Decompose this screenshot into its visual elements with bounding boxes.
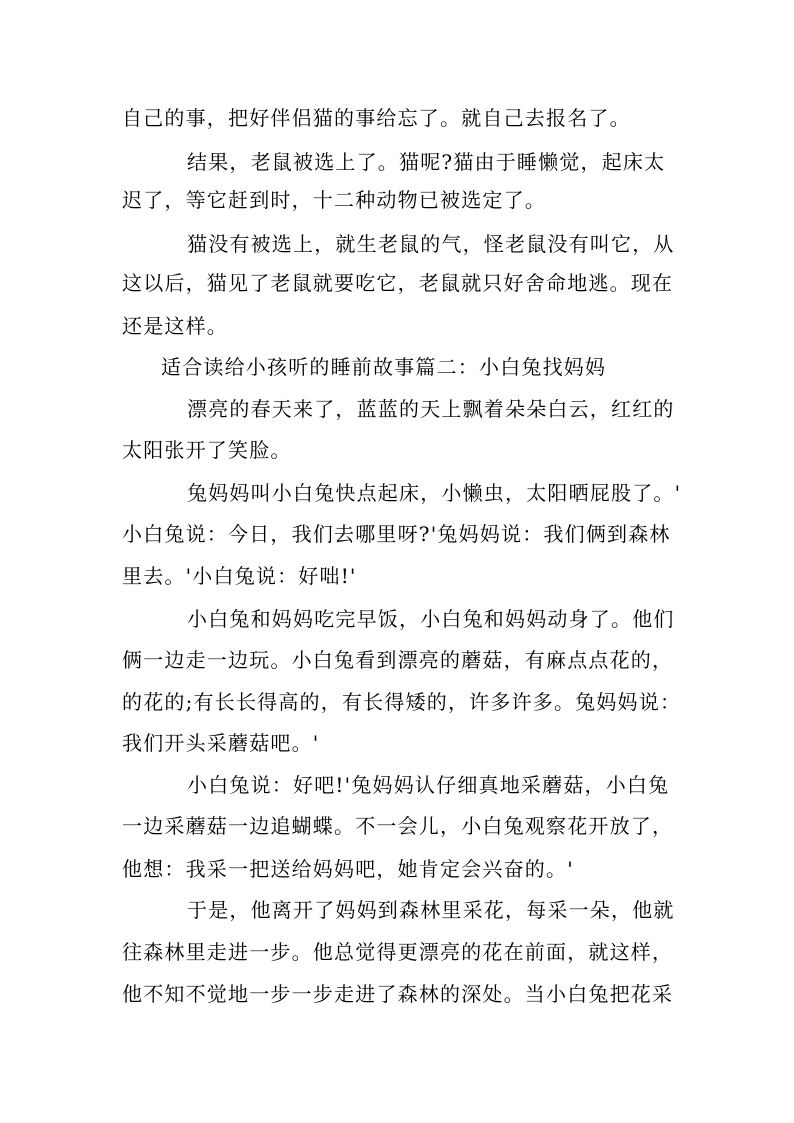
text-line: 里去。'小白兔说：好咄!' [122,564,357,588]
text-line: 兔妈妈叫小白兔快点起床，小懒虫，太阳晒屁股了。' [187,481,682,505]
text-line: 结果，老鼠被选上了。猫呢?猫由于睡懒觉，起床太 [187,150,666,174]
text-line: 他不知不觉地一步一步走进了森林的深处。当小白兔把花采 [122,982,674,1006]
text-line: 俩一边走一边玩。小白兔看到漂亮的蘑菇，有麻点点花的， [122,648,674,672]
text-line: 迟了，等它赶到时，十二种动物已被选定了。 [122,188,546,212]
text-line: 猫没有被选上，就生老鼠的气，怪老鼠没有叫它，从 [187,232,675,256]
text-line: 自己的事，把好伴侣猫的事给忘了。就自己去报名了。 [122,106,631,130]
text-line: 这以后，猫见了老鼠就要吃它，老鼠就只好舍命地逃。现在 [122,271,674,295]
text-line: 往森林里走进一步。他总觉得更漂亮的花在前面，就这样， [122,940,674,964]
text-line: 他想：我采一把送给妈妈吧，她肯定会兴奋的。' [122,857,574,881]
text-line: 小白兔和妈妈吃完早饭，小白兔和妈妈动身了。他们 [187,607,675,631]
text-line: 漂亮的春天来了，蓝蓝的天上飘着朵朵白云，红红的 [187,397,675,421]
text-line: 我们开头采蘑菇吧。' [122,731,320,755]
text-line: 的花的;有长长得高的，有长得矮的，许多许多。兔妈妈说： [122,690,682,714]
text-line: 太阳张开了笑脸。 [122,438,292,462]
text-line: 小白兔说：好吧!'兔妈妈认仔细真地采蘑菇，小白兔 [187,773,670,797]
text-line: 还是这样。 [122,314,228,338]
text-line: 一边采蘑菇一边追蝴蝶。不一会儿，小白兔观察花开放了， [122,814,674,838]
section-title: 适合读给小孩听的睡前故事篇二：小白兔找妈妈 [161,355,607,379]
text-line: 小白兔说：今日，我们去哪里呀?'兔妈妈说：我们俩到森林 [122,522,671,546]
text-line: 于是，他离开了妈妈到森林里采花，每采一朵，他就 [187,898,675,922]
